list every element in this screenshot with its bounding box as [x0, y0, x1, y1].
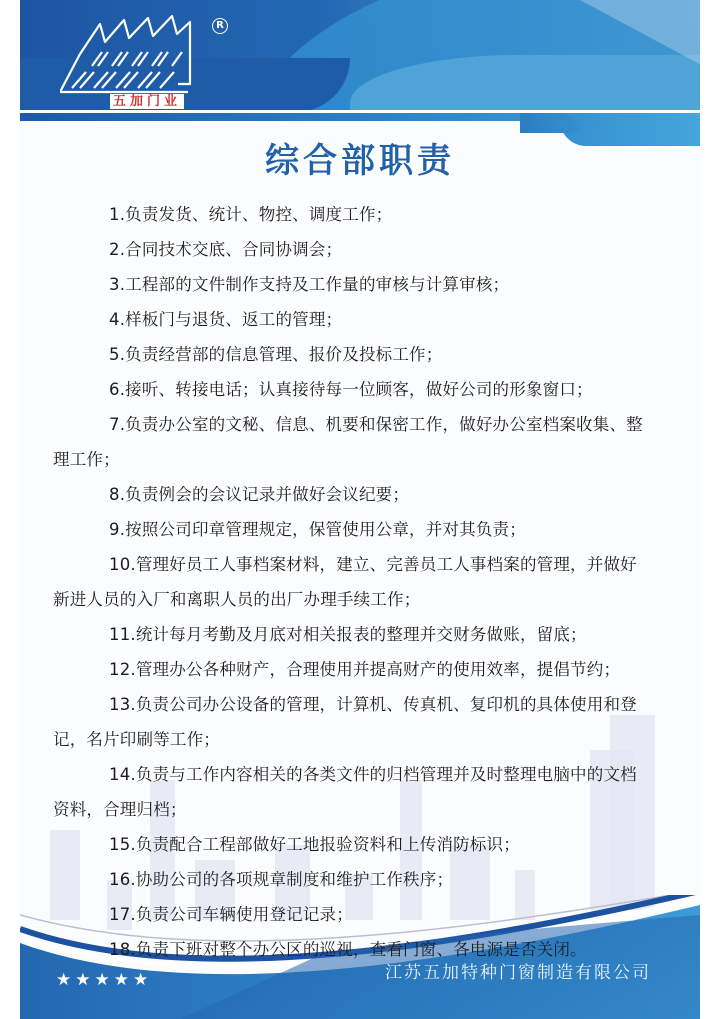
duty-item: 10.管理好员工人事档案材料，建立、完善员工人事档案的管理，并做好新进人员的入厂和离职人员的出厂办理手续工作；: [53, 555, 637, 609]
duty-item: 2.合同技术交底、合同协调会；: [109, 240, 343, 259]
duty-item: 14.负责与工作内容相关的各类文件的归档管理并及时整理电脑中的文档资料，合理归档；: [53, 765, 637, 819]
company-name: 江苏五加特种门窗制造有限公司: [385, 963, 651, 983]
duty-item: 8.负责例会的会议记录并做好会议纪要；: [109, 485, 410, 504]
duty-item: 5.负责经营部的信息管理、报价及投标工作；: [109, 345, 443, 364]
duty-item: 4.样板门与退货、返工的管理；: [109, 310, 343, 329]
duty-list: [53, 197, 653, 967]
duty-item: 9.按照公司印章管理规定，保管使用公章，并对其负责；: [109, 520, 526, 539]
company-logo: [60, 14, 224, 110]
poster: [20, 0, 700, 1019]
footer-stars-icon: ★★★★★: [56, 970, 153, 990]
duty-item: 7.负责办公室的文秘、信息、机要和保密工作，做好办公室档案收集、整理工作；: [53, 415, 643, 469]
factory-roof-logo-icon: [60, 14, 210, 96]
duty-item: 11.统计每月考勤及月底对相关报表的整理并交财务做账，留底；: [109, 625, 587, 644]
duty-item: 18.负责下班对整个办公区的巡视，查看门窗、各电源是否关闭。: [109, 940, 587, 959]
duty-item: 1.负责发货、统计、物控、调度工作；: [109, 205, 393, 224]
page-title: 综合部职责: [265, 141, 455, 181]
duty-item: 3.工程部的文件制作支持及工作量的审核与计算审核；: [109, 275, 510, 294]
duty-item: 6.接听、转接电话；认真接待每一位顾客，做好公司的形象窗口；: [109, 380, 593, 399]
duty-item: 13.负责公司办公设备的管理，计算机、传真机、复印机的具体使用和登记，名片印刷等工作；: [53, 695, 637, 749]
duty-item: 12.管理办公各种财产，合理使用并提高财产的使用效率，提倡节约；: [109, 660, 621, 679]
duty-item: 17.负责公司车辆使用登记记录；: [109, 905, 353, 924]
duty-item: 15.负责配合工程部做好工地报验资料和上传消防标识；: [109, 835, 520, 854]
header-shard: [520, 0, 700, 75]
logo-brand-text: 五加门业: [110, 94, 184, 109]
registered-mark-icon: R: [212, 18, 228, 34]
duty-item: 16.协助公司的各项规章制度和维护工作秩序；: [109, 870, 454, 889]
